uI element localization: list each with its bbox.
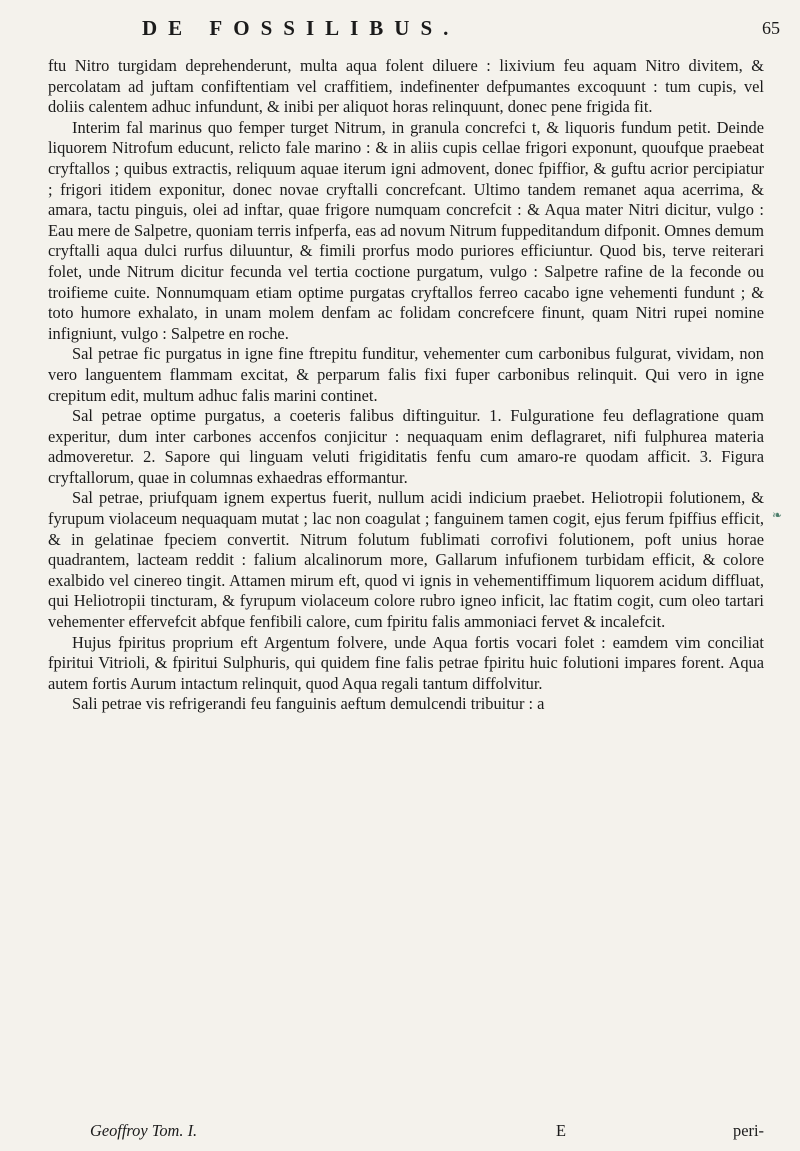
body-text <box>48 56 764 715</box>
paragraph-6: Hujus fpiritus proprium eft Argentum folvere, unde Aqua fortis vocari folet : eamdem vim conciliat fpiritui Vitrioli, & fpiritui Sulphuris, qui quidem fine falis petrae fpiritu huic folutioni impares forent. Aqua autem fortis Aurum intactum relinquit, quod Aqua regali tantum diffolvitur. <box>48 632 764 693</box>
signature-author: Geoffroy Tom. I. <box>90 1121 198 1140</box>
paragraph-2: Interim fal marinus quo femper turget Nitrum, in granula concrefci t, & liquoris fundum petit. Deinde liquorem Nitrofum educunt, relicto fale marino : & in aliis cupis cellae frigori exponunt, quoufque praebeat cryftallos ; quibus extractis, reliquum aquae iterum igni admovent, donec fpiffior, & guftu acrior percipiatur ; frigori itidem exponitur, donec novae cryftalli concrefcant. Ultimo tandem remanet aqua acerrima, & amara, tactu pinguis, olei ad inftar, quae frigore numquam concrefcit : & Aqua mater Nitri dicitur, vulgo : Eau mere de Salpetre, quoniam terris infperfa, eas ad novum Nitrum fuppeditandum difponit. Omnes demum cryftalli aqua dulci rurfus diluuntur, & fimili prorfus modo puriores efficiuntur. Quod bis, terve reiterari folet, unde Nitrum dicitur fecunda vel tertia coctione purgatum, vulgo : Salpetre rafine de la feconde ou troifieme cuite. Nonnumquam etiam optime purgatas cryftallos ferreo cacabo igne vehementi fundunt ; & toto humore exhalato, in unam molem denfam ac folidam concrefcere finunt, quam Nitri rupei nomine infigniunt, vulgo : Salpetre en roche. <box>48 117 764 343</box>
ink-blot-icon: ❧ <box>772 508 783 522</box>
running-title: DE FOSSILIBUS. <box>142 16 460 40</box>
page-number: 65 <box>762 18 780 38</box>
page-footer <box>90 1121 780 1145</box>
paragraph-1: ftu Nitro turgidam deprehenderunt, multa aqua folent diluere : lixivium feu aquam Nitro divitem, & percolatam ad juftam confiftentiam vel craffitiem, indefinenter defpumantes excoquunt : tum cupis, vel doliis calentem adhuc infundunt, & inibi per aliquot horas relinquunt, donec pene frigida fit. <box>48 56 764 117</box>
page-header <box>90 16 780 52</box>
catchword: peri- <box>733 1121 764 1140</box>
signature-mark: E <box>556 1121 567 1140</box>
paragraph-5: Sal petrae, priufquam ignem expertus fuerit, nullum acidi indicium praebet. Heliotropii folutionem, & fyrupum violaceum nequaquam mutat ; lac non coagulat ; fanguinem tamen cogit, ejus ferum fpiffius efficit, & in gelatinae fpeciem convertit. Nitrum folutum fublimati corrofivi folutionem, poft unius horae quadrantem, lacteam reddit : falium alcalinorum more, Gallarum infufionem turbidam efficit, & colore exalbido vel cinereo tingit. Attamen mirum eft, quod vi ignis in vehementiffimum liquorem acidum diffluat, qui Heliotropii tincturam, & fyrupum violaceum colore rubro igneo inficit, lac ftatim cogit, cum oleo tartari vehementer effervefcit abfque fenfibili calore, cum fpiritu falis ammoniaci fervet & incalefcit. <box>48 488 764 632</box>
paragraph-4: Sal petrae optime purgatus, a coeteris falibus diftinguitur. 1. Fulguratione feu deflagratione quam experitur, dum inter carbones accenfos conjicitur : nequaquam enim deflagraret, nifi fulphurea materia admoveretur. 2. Sapore qui linguam veluti frigiditatis fenfu cum amaro-re quodam afficit. 3. Figura cryftallorum, quae in columnas exhaedras efformantur. <box>48 406 764 487</box>
paragraph-3: Sal petrae fic purgatus in igne fine ftrepitu funditur, vehementer cum carbonibus fulgurat, vividam, non vero languentem flammam excitat, & perparum falis fixi fuper carbonibus relinquit. Qui vero in igne crepitum edit, multum adhuc falis marini continet. <box>48 344 764 405</box>
paragraph-7: Sali petrae vis refrigerandi feu fanguinis aeftum demulcendi tribuitur : a <box>72 694 545 714</box>
